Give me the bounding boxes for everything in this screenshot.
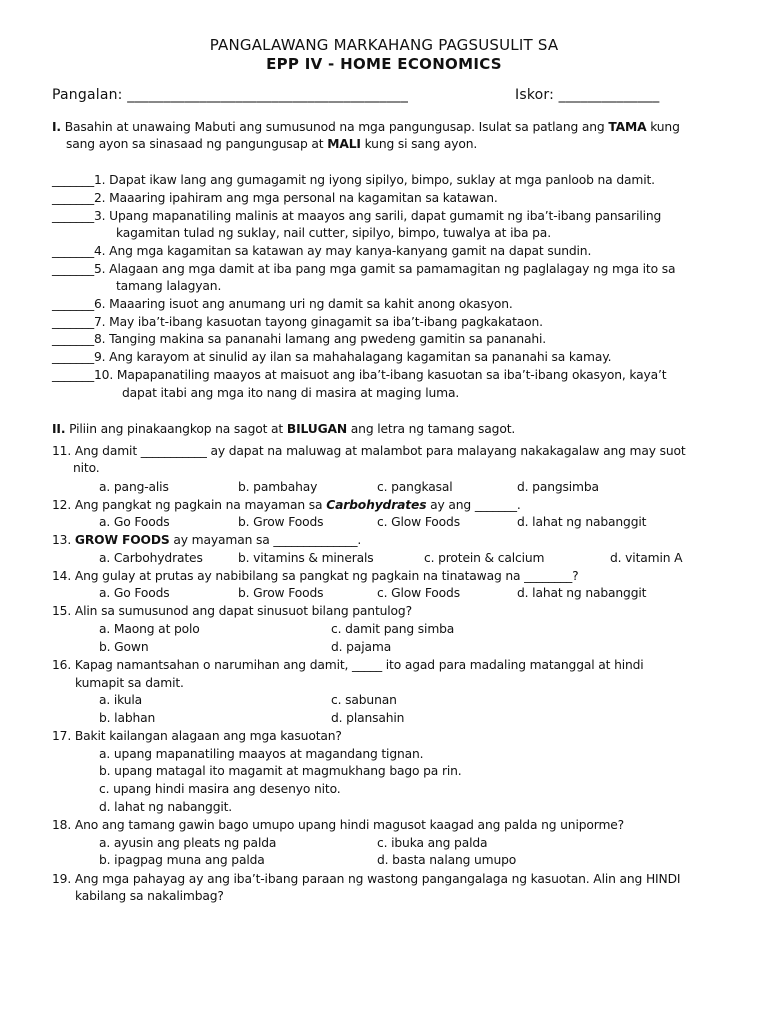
exam-subtitle: EPP IV - HOME ECONOMICS bbox=[266, 55, 502, 73]
true-false-item: _______7. May iba’t-ibang kasuotan tayong ginagamit sa iba’t-ibang pagkakataon. bbox=[52, 315, 543, 329]
question-15: 15. Alin sa sumusunod ang dapat sinusuot bilang pantulog? bbox=[52, 604, 412, 618]
question-19-cont: kabilang sa nakalimbag? bbox=[75, 889, 224, 903]
option-15b[interactable]: b. Gown bbox=[99, 640, 149, 654]
true-false-item: _______4. Ang mga kagamitan sa katawan ay may kanya-kanyang gamit na dapat sundin. bbox=[52, 244, 592, 258]
true-false-item: _______5. Alagaan ang mga damit at iba pang mga gamit sa pamamagitan ng paglalagay ng mga ito sa bbox=[52, 262, 676, 276]
question-11-cont: nito. bbox=[73, 461, 100, 475]
question-13: 13. GROW FOODS ay mayaman sa ______________. bbox=[52, 533, 362, 547]
question-18: 18. Ano ang tamang gawin bago umupo upang hindi magusot kaagad ang palda ng uniporme? bbox=[52, 818, 625, 832]
true-false-item: _______6. Maaaring isuot ang anumang uri ng damit sa kahit anong okasyon. bbox=[52, 297, 513, 311]
option-15d[interactable]: d. pajama bbox=[331, 640, 392, 654]
true-false-item: _______10. Mapapanatiling maayos at maisuot ang iba’t-ibang kasuotan sa iba’t-ibang okasyon, kaya’t bbox=[52, 368, 667, 382]
true-false-item: _______9. Ang karayom at sinulid ay ilan sa mahahalagang kagamitan sa pananahi sa kamay. bbox=[52, 350, 612, 364]
option-17c[interactable]: c. upang hindi masira ang desenyo nito. bbox=[99, 782, 341, 796]
name-field[interactable]: Pangalan: _______________________________________ bbox=[52, 87, 409, 103]
true-false-item-cont: kagamitan tulad ng suklay, nail cutter, sipilyo, bimpo, tuwalya at iba pa. bbox=[116, 226, 551, 240]
question-17: 17. Bakit kailangan alagaan ang mga kasuotan? bbox=[52, 729, 342, 743]
part1-instructions: I. Basahin at unawaing Mabuti ang sumusunod na mga pangungusap. Isulat sa patlang ang TAMA kung bbox=[52, 120, 680, 134]
option-18b[interactable]: b. ipagpag muna ang palda bbox=[99, 853, 265, 867]
question-11: 11. Ang damit ___________ ay dapat na maluwag at malambot para malayang nakakagalaw ang may suot bbox=[52, 444, 686, 458]
option-14d[interactable]: d. lahat ng nabanggit bbox=[517, 586, 647, 600]
option-11c[interactable]: c. pangkasal bbox=[377, 480, 453, 494]
option-15c[interactable]: c. damit pang simba bbox=[331, 622, 455, 636]
option-17a[interactable]: a. upang mapanatiling maayos at magandang tignan. bbox=[99, 747, 424, 761]
option-17b[interactable]: b. upang matagal ito magamit at magmukhang bago pa rin. bbox=[99, 764, 462, 778]
question-16: 16. Kapag namantsahan o narumihan ang damit, _____ ito agad para madaling matanggal at hindi bbox=[52, 658, 644, 672]
option-11a[interactable]: a. pang-alis bbox=[99, 480, 169, 494]
part1-instructions-cont: sang ayon sa sinasaad ng pangungusap at MALI kung si sang ayon. bbox=[66, 137, 478, 151]
question-12: 12. Ang pangkat ng pagkain na mayaman sa Carbohydrates ay ang _______. bbox=[52, 498, 521, 512]
option-11b[interactable]: b. pambahay bbox=[238, 480, 318, 494]
option-14b[interactable]: b. Grow Foods bbox=[238, 586, 324, 600]
true-false-item: _______2. Maaaring ipahiram ang mga personal na kagamitan sa katawan. bbox=[52, 191, 498, 205]
true-false-item-cont: tamang lalagyan. bbox=[116, 279, 222, 293]
true-false-item-cont: dapat itabi ang mga ito nang di masira at maging luma. bbox=[122, 386, 460, 400]
option-17d[interactable]: d. lahat ng nabanggit. bbox=[99, 800, 233, 814]
option-13a[interactable]: a. Carbohydrates bbox=[99, 551, 203, 565]
option-14c[interactable]: c. Glow Foods bbox=[377, 586, 460, 600]
option-18c[interactable]: c. ibuka ang palda bbox=[377, 836, 488, 850]
option-13c[interactable]: c. protein & calcium bbox=[424, 551, 545, 565]
true-false-item: _______3. Upang mapanatiling malinis at maayos ang sarili, dapat gumamit ng iba’t-ibang pansariling bbox=[52, 209, 662, 223]
option-13d[interactable]: d. vitamin A bbox=[610, 551, 683, 565]
option-13b[interactable]: b. vitamins & minerals bbox=[238, 551, 374, 565]
true-false-item: _______8. Tanging makina sa pananahi lamang ang pwedeng gamitin sa pananahi. bbox=[52, 332, 547, 346]
option-18a[interactable]: a. ayusin ang pleats ng palda bbox=[99, 836, 277, 850]
score-field[interactable]: Iskor: ______________ bbox=[515, 87, 660, 103]
option-16c[interactable]: c. sabunan bbox=[331, 693, 397, 707]
part2-instructions: II. Piliin ang pinakaangkop na sagot at BILUGAN ang letra ng tamang sagot. bbox=[52, 422, 516, 436]
option-16d[interactable]: d. plansahin bbox=[331, 711, 405, 725]
question-19: 19. Ang mga pahayag ay ang iba’t-ibang paraan ng wastong pangangalaga ng kasuotan. Alin ang HINDI bbox=[52, 872, 681, 886]
option-12d[interactable]: d. lahat ng nabanggit bbox=[517, 515, 647, 529]
option-16a[interactable]: a. ikula bbox=[99, 693, 143, 707]
option-14a[interactable]: a. Go Foods bbox=[99, 586, 170, 600]
question-14: 14. Ang gulay at prutas ay nabibilang sa pangkat ng pagkain na tinatawag na ________? bbox=[52, 569, 579, 583]
option-18d[interactable]: d. basta nalang umupo bbox=[377, 853, 517, 867]
exam-title: PANGALAWANG MARKAHANG PAGSUSULIT SA bbox=[209, 36, 559, 54]
option-11d[interactable]: d. pangsimba bbox=[517, 480, 599, 494]
true-false-item: _______1. Dapat ikaw lang ang gumagamit ng iyong sipilyo, bimpo, suklay at mga panloob na damit. bbox=[52, 173, 655, 187]
option-12c[interactable]: c. Glow Foods bbox=[377, 515, 460, 529]
option-12a[interactable]: a. Go Foods bbox=[99, 515, 170, 529]
option-12b[interactable]: b. Grow Foods bbox=[238, 515, 324, 529]
option-16b[interactable]: b. labhan bbox=[99, 711, 156, 725]
option-15a[interactable]: a. Maong at polo bbox=[99, 622, 200, 636]
question-16-cont: kumapit sa damit. bbox=[75, 676, 184, 690]
